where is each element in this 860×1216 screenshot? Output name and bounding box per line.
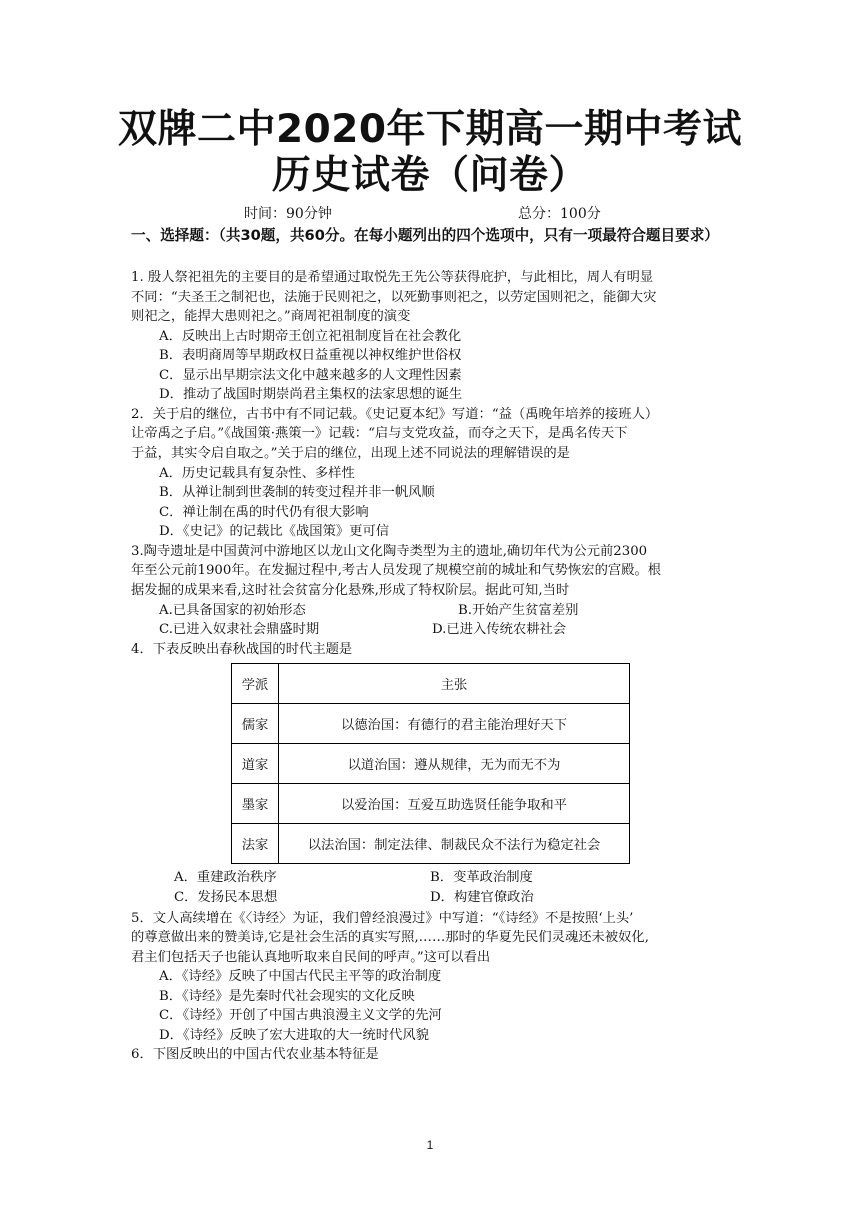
exam-total-score: 总分：100分: [518, 206, 601, 222]
q4-option-a: A．重建政治秩序: [174, 870, 277, 885]
q1-option-a: A．反映出上古时期帝王创立祀祖制度旨在社会教化: [159, 329, 462, 344]
q1-stem-line: 1. 殷人祭祀祖先的主要目的是希望通过取悦先王先公等获得庇护，与此相比，周人有明显: [131, 270, 654, 285]
table-row: [232, 824, 630, 864]
table-header-row: [232, 664, 630, 704]
table-cell: 以爱治国：互爱互助选贤任能争取和平: [279, 784, 630, 824]
table-row: [232, 744, 630, 784]
q5-option-a: A．《诗经》反映了中国古代民主平等的政治制度: [159, 969, 442, 984]
exam-meta: [0, 204, 860, 224]
q5-option-b: B．《诗经》是先秦时代社会现实的文化反映: [159, 989, 415, 1004]
exam-title-line1: 双牌二中2020年下期高一期中考试: [117, 107, 743, 152]
q5-stem-line: 的尊意做出来的赞美诗,它是社会生活的真实写照,……那时的华夏先民们灵魂还未被奴化,: [131, 930, 649, 945]
q2-stem-line: 让帝禹之子启。”《战国策·燕策一》记载：“启与支党攻益，而夺之天下，是禹名传天下: [131, 426, 628, 441]
q5-stem-line: 5．文人高续增在《〈诗经〉为证，我们曾经浪漫过》中写道：“《诗经》不是按照‘上头’: [131, 911, 634, 926]
q3-option-c: C.已进入奴隶社会鼎盛时期: [159, 622, 320, 637]
table-cell: 以德治国：有德行的君主能治理好天下: [279, 704, 630, 744]
q1-option-c: C．显示出早期宗法文化中越来越多的人文理性因素: [159, 368, 462, 383]
q2-option-a: A．历史记载具有复杂性、多样性: [159, 466, 355, 481]
q3-option-a: A.已具备国家的初始形态: [159, 603, 306, 618]
q3-option-b: B.开始产生贫富差别: [458, 603, 579, 618]
table-cell: 法家: [232, 824, 279, 864]
q3-stem-line: 年至公元前1900年。在发掘过程中,考古人员发现了规模空前的城址和气势恢宏的宫殿。根: [131, 563, 662, 578]
page-number: 1: [426, 1138, 434, 1152]
table-header-cell: 主张: [279, 664, 630, 704]
q1-stem-line: 则祀之，能捍大患则祀之。”商周祀祖制度的演变: [131, 309, 411, 324]
q3-stem-line: 3.陶寺遗址是中国黄河中游地区以龙山文化陶寺类型为主的遗址,确切年代为公元前2300: [131, 544, 648, 559]
q2-option-b: B．从禅让制到世袭制的转变过程并非一帆风顺: [159, 485, 435, 500]
q5-option-d: D．《诗经》反映了宏大进取的大一统时代风貌: [159, 1028, 429, 1043]
q3-option-d: D.已进入传统农耕社会: [432, 622, 567, 637]
q2-option-c: C．禅让制在禹的时代仍有很大影响: [159, 505, 369, 520]
table-cell: 儒家: [232, 704, 279, 744]
exam-time: 时间：90分钟: [244, 206, 332, 222]
table-cell: 墨家: [232, 784, 279, 824]
table-row: [232, 784, 630, 824]
q2-option-d: D．《史记》的记载比《战国策》更可信: [159, 524, 390, 539]
q1-option-b: B．表明商周等早期政权日益重视以神权维护世俗权: [159, 348, 462, 363]
table-cell: 以道治国：遵从规律，无为而无不为: [279, 744, 630, 784]
q3-stem-line: 据发掘的成果来看,这时社会贫富分化悬殊,形成了特权阶层。据此可知,当时: [131, 583, 570, 598]
q2-stem-line: 2．关于启的继位，古书中有不同记载。《史记夏本纪》写道：“益（禹晚年培养的接班人）: [131, 407, 659, 422]
table-cell: 道家: [232, 744, 279, 784]
table-header-cell: 学派: [232, 664, 279, 704]
q4-option-b: B．变革政治制度: [430, 870, 533, 885]
table-cell: 以法治国：制定法律、制裁民众不法行为稳定社会: [279, 824, 630, 864]
q1-stem-line: 不同：“夫圣王之制祀也，法施于民则祀之，以死勤事则祀之，以劳定国则祀之，能御大灾: [131, 290, 657, 305]
table-row: [232, 704, 630, 744]
q5-option-c: C．《诗经》开创了中国古典浪漫主义文学的先河: [159, 1008, 442, 1023]
exam-title-line2: 历史试卷（问卷）: [271, 153, 588, 198]
q4-option-d: D．构建官僚政治: [430, 890, 534, 905]
q2-stem-line: 于益，其实令启自取之。”关于启的继位，出现上述不同说法的理解错误的是: [131, 446, 570, 461]
section-title: 一、选择题：（共30题，共60分。在每小题列出的四个选项中，只有一项最符合题目要求）: [131, 227, 719, 244]
q5-stem-line: 君主们包括天子也能认真地听取来自民间的呼声。”这可以看出: [131, 950, 491, 965]
schools-table: [231, 663, 630, 864]
q1-option-d: D．推动了战国时期崇尚君主集权的法家思想的诞生: [159, 387, 463, 402]
q4-option-c: C．发扬民本思想: [174, 890, 278, 905]
q4-stem: 4．下表反映出春秋战国的时代主题是: [131, 642, 353, 657]
q6-stem: 6．下图反映出的中国古代农业基本特征是: [131, 1047, 379, 1062]
